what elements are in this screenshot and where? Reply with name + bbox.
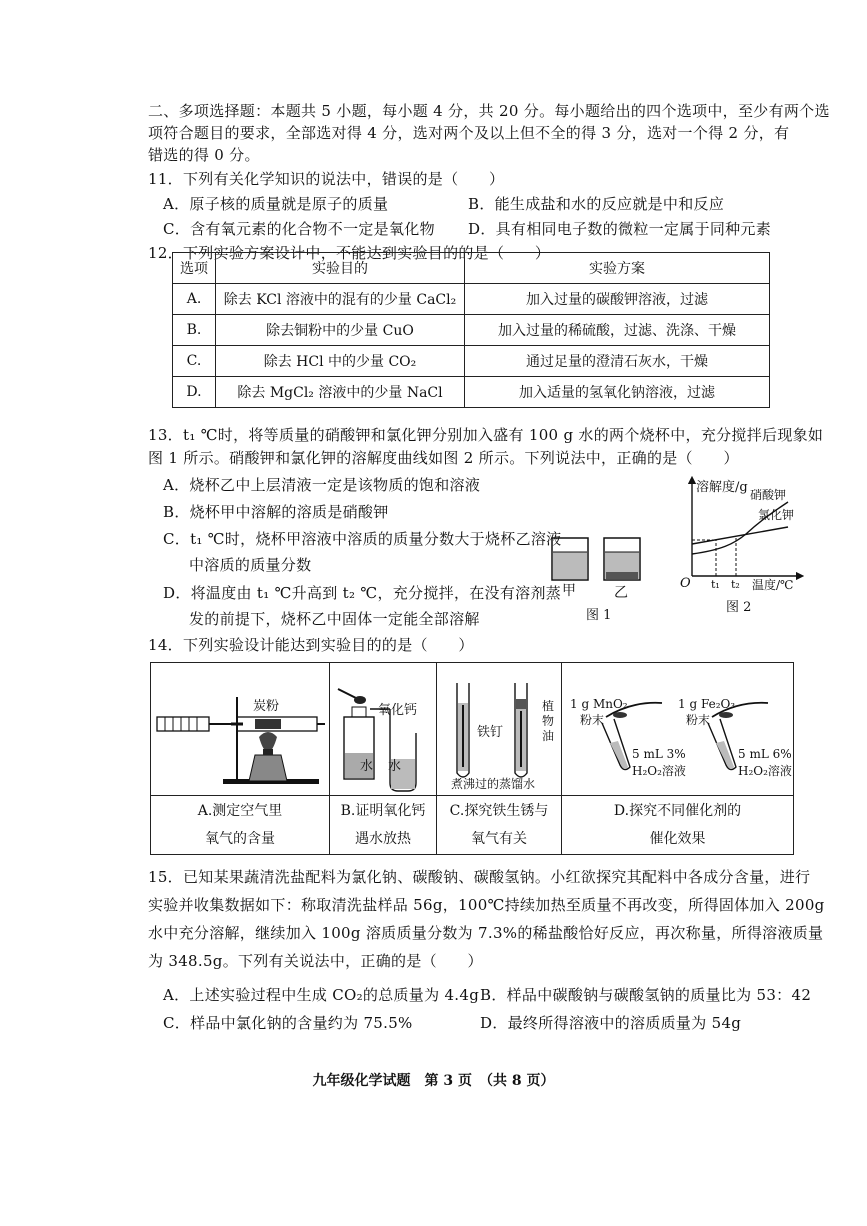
tick-t1: t₁	[711, 578, 720, 591]
header-option: 选项	[173, 253, 216, 284]
table-row	[173, 315, 770, 346]
q13-option-d-cont: 发的前提下，烧杯乙中固体一定能全部溶解	[189, 610, 480, 628]
label-mno2: 1 g MnO₂	[570, 697, 628, 711]
figure-1-caption: 图 1	[586, 608, 612, 623]
beaker-label-yi: 乙	[614, 585, 628, 601]
q13-option-b: B．烧杯甲中溶解的溶质是硝酸钾	[163, 503, 389, 521]
q14-stem: 14．下列实验设计能达到实验目的的是（ ）	[148, 636, 474, 654]
figure-2-caption: 图 2	[726, 600, 752, 615]
q11-option-c: C．含有氧元素的化合物不一定是氧化物	[163, 220, 435, 238]
table-cell: 加入适量的氢氧化钠溶液，过滤	[465, 377, 770, 408]
table-cell: 加入过量的碳酸钾溶液，过滤	[465, 284, 770, 315]
section-heading-line3: 错选的得 0 分。	[148, 146, 260, 164]
label-h2o2-6pct: 5 mL 6%	[738, 747, 792, 761]
table-row	[173, 284, 770, 315]
caption-b-line1: B.证明氧化钙	[340, 803, 426, 819]
origin-label: O	[680, 576, 691, 591]
setup-a-cell	[151, 663, 330, 796]
label-fe2o3-powder: 粉末	[686, 713, 711, 727]
caption-c-line2: 氧气有关	[471, 831, 527, 847]
q15-option-b: B．样品中碳酸钠与碳酸氢钠的质量比为 53：42	[480, 986, 812, 1004]
caption-c	[437, 796, 562, 855]
caption-c-line1: C.探究铁生锈与	[449, 803, 549, 819]
beaker-label-jia: 甲	[562, 583, 576, 599]
caption-b-line2: 遇水放热	[355, 831, 411, 847]
figure-2-solubility-chart	[676, 472, 806, 618]
label-h2o2-3pct: 5 mL 3%	[632, 747, 686, 761]
table-cell: D.	[173, 377, 216, 408]
label-mno2-powder: 粉末	[580, 713, 605, 727]
q11-stem: 11．下列有关化学知识的说法中，错误的是（ ）	[148, 170, 505, 188]
label-iron-nail: 铁钉	[477, 725, 504, 740]
header-purpose: 实验目的	[216, 253, 465, 284]
table-cell: 通过足量的澄清石灰水，干燥	[465, 346, 770, 377]
caption-d-line2: 催化效果	[649, 831, 706, 847]
q15-option-a: A．上述实验过程中生成 CO₂的总质量为 4.4g	[163, 986, 480, 1004]
q13-stem-line2: 图 1 所示。硝酸钾和氯化钾的溶解度曲线如图 2 所示。下列说法中，正确的是（ ）	[148, 449, 739, 467]
header-plan: 实验方案	[465, 253, 770, 284]
x-axis-label: 温度/℃	[752, 578, 794, 592]
label-boiled-water: 煮沸过的蒸馏水	[451, 777, 536, 791]
q14-table	[150, 662, 794, 855]
caption-d-line1: D.探究不同催化剂的	[613, 803, 742, 819]
q13-option-c-cont: 中溶质的质量分数	[189, 556, 312, 574]
table-header-row	[173, 253, 770, 284]
caption-d	[562, 796, 794, 855]
q15-stem-line3: 水中充分溶解，继续加入 100g 溶质质量分数为 7.3%的稀盐酸恰好反应，再次称量，所得溶液质量	[148, 924, 824, 942]
curve-label-kcl: 氯化钾	[758, 508, 795, 522]
q15-stem-line2: 实验并收集数据如下：称取清洗盐样品 56g，100℃持续加热至质量不再改变，所得固体加入 200g	[148, 896, 825, 914]
setup-c-cell	[437, 663, 562, 796]
q11-option-b: B．能生成盐和水的反应就是中和反应	[468, 195, 725, 213]
q12-stem: 12．下列实验方案设计中，不能达到实验目的的是（ ）	[148, 244, 551, 262]
table-cell: B.	[173, 315, 216, 346]
label-water-2: 水	[388, 759, 402, 774]
table-row	[173, 377, 770, 408]
q13-option-d: D．将温度由 t₁ ℃升高到 t₂ ℃，充分搅拌，在没有溶剂蒸	[163, 584, 562, 602]
label-fe2o3: 1 g Fe₂O₃	[678, 697, 736, 711]
q13-option-a: A．烧杯乙中上层清液一定是该物质的饱和溶液	[163, 476, 481, 494]
label-vegetable-oil: 植物油	[541, 699, 554, 743]
table-cell: 除去 KCl 溶液中的混有的少量 CaCl₂	[216, 284, 465, 315]
table-row	[173, 346, 770, 377]
y-axis-label: 溶解度/g	[696, 480, 748, 495]
q13-stem-line1: 13．t₁ ℃时，将等质量的硝酸钾和氯化钾分别加入盛有 100 g 水的两个烧杯中，充分搅拌后现象如	[148, 426, 824, 444]
q11-option-a: A．原子核的质量就是原子的质量	[163, 195, 389, 213]
q15-stem-line1: 15．已知某果蔬清洗盐配料为氯化钠、碳酸钠、碳酸氢钠。小红欲探究其配料中各成分含量，进行	[148, 868, 811, 886]
q15-option-c: C．样品中氯化钠的含量约为 75.5%	[163, 1014, 413, 1032]
label-calcium-oxide: 氧化钙	[378, 703, 418, 718]
caption-a-line1: A.测定空气里	[197, 803, 283, 819]
table-cell: 除去铜粉中的少量 CuO	[216, 315, 465, 346]
q15-stem-line4: 为 348.5g。下列有关说法中，正确的是（ ）	[148, 952, 483, 970]
page-footer: 九年级化学试题 第 3 页 （共 8 页）	[312, 1073, 555, 1089]
table-cell: C.	[173, 346, 216, 377]
table-cell: 加入过量的稀硫酸，过滤、洗涤、干燥	[465, 315, 770, 346]
apparatus-b-drawing	[330, 663, 436, 795]
table-cell: A.	[173, 284, 216, 315]
apparatus-a-drawing	[151, 663, 329, 795]
q12-table	[172, 252, 770, 408]
figure-1-beakers	[546, 530, 656, 623]
label-h2o2-solution-b: H₂O₂溶液	[738, 764, 792, 778]
setup-b-cell	[330, 663, 437, 796]
tick-t2: t₂	[731, 578, 740, 591]
label-water-1: 水	[360, 759, 374, 774]
label-h2o2-solution-a: H₂O₂溶液	[632, 764, 686, 778]
caption-a	[151, 796, 330, 855]
label-carbon-powder: 炭粉	[253, 699, 280, 714]
setup-d-cell	[562, 663, 794, 796]
caption-a-line2: 氧气的含量	[205, 831, 275, 847]
table-row	[151, 663, 794, 796]
caption-b	[330, 796, 437, 855]
q15-option-d: D．最终所得溶液中的溶质质量为 54g	[480, 1014, 742, 1032]
section-heading-line1: 二、多项选择题：本题共 5 小题，每小题 4 分，共 20 分。每小题给出的四个选项中，至少有两个选	[148, 102, 830, 120]
table-cell: 除去 MgCl₂ 溶液中的少量 NaCl	[216, 377, 465, 408]
table-cell: 除去 HCl 中的少量 CO₂	[216, 346, 465, 377]
section-heading-line2: 项符合题目的要求，全部选对得 4 分，选对两个及以上但不全的得 3 分，选对一个得 2 分，有	[148, 124, 790, 142]
q13-option-c: C．t₁ ℃时，烧杯甲溶液中溶质的质量分数大于烧杯乙溶液	[163, 530, 562, 548]
q11-option-d: D．具有相同电子数的微粒一定属于同种元素	[468, 220, 772, 238]
curve-label-kno3: 硝酸钾	[750, 488, 787, 502]
table-row	[151, 796, 794, 855]
